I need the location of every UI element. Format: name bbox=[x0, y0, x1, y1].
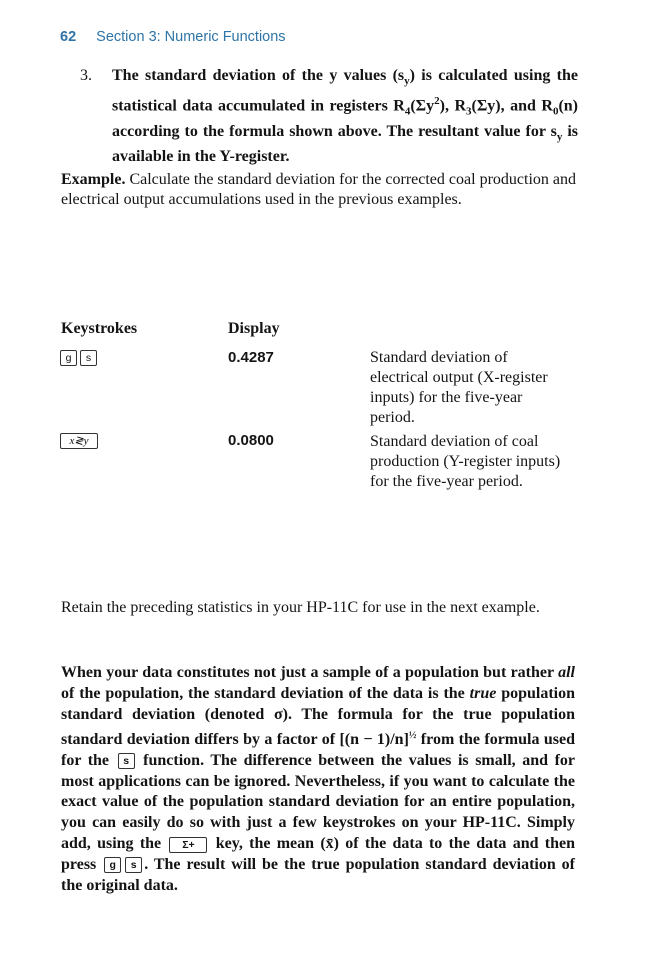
display-value: 0.0800 bbox=[228, 432, 274, 449]
keystroke-row-2 bbox=[60, 432, 98, 450]
population-paragraph: When your data constitutes not just a sample of a population but rather all of the population, the standard deviation of the data is the true population standard deviation (denoted σ). The formula for the true population standard deviation differs by a factor of $[(n - 1)/n]^{\frac{1}{2}}$ from the formula used for the s function. The difference between the values is small, and for most applications can be ignored. Nevertheless, if you want to calculate the exact value of the population standard deviation for an entire population, you can easily do so with just a few keystrokes on your HP-11C. Simply add, using the Σ+ key, the mean (x̄) of the data to the data and then press g s . The result will be the true population standard deviation of the original data. bbox=[61, 664, 576, 895]
s-key[interactable]: s bbox=[80, 350, 97, 366]
row-description: Standard deviation of coal production (Y-register inputs) for the five-year period. bbox=[370, 433, 561, 490]
retain-paragraph: Retain the preceding statistics in your HP-11C for use in the next example. bbox=[61, 599, 540, 616]
s-key[interactable]: s bbox=[125, 857, 142, 873]
s-key[interactable]: s bbox=[118, 753, 135, 769]
keystrokes-header: Keystrokes bbox=[61, 320, 138, 337]
item-number: 3. bbox=[80, 67, 92, 84]
display-header: Display bbox=[228, 320, 280, 337]
g-key[interactable]: g bbox=[60, 350, 77, 366]
x-swap-y-key[interactable]: x≷y bbox=[60, 433, 98, 449]
g-key[interactable]: g bbox=[104, 857, 121, 873]
example-text: Calculate the standard deviation for the corrected coal production and electrical output accumulations used in the previous examples. bbox=[61, 171, 576, 208]
sigma-plus-key[interactable]: Σ+ bbox=[169, 837, 207, 853]
row-description: Standard deviation of electrical output (X-register inputs) for the five-year period. bbox=[370, 349, 548, 426]
section-title: Section 3: Numeric Functions bbox=[96, 29, 286, 45]
keystroke-row-1 bbox=[60, 349, 97, 367]
page-header bbox=[60, 29, 286, 45]
page-number: 62 bbox=[60, 29, 77, 45]
item-3-text: The standard deviation of the y values $(s_y)$ is calculated using the statistical data accumulated in registers $R_4(\Sigma y^2)$, $R_3(\Sigma y)$, and $R_0(n)$ according to the formula shown above. The resultant value for $s_y$ is available in the Y-register. bbox=[112, 67, 579, 165]
display-value: 0.4287 bbox=[228, 349, 274, 366]
example-label: Example. bbox=[61, 171, 126, 188]
example-paragraph bbox=[61, 170, 576, 210]
